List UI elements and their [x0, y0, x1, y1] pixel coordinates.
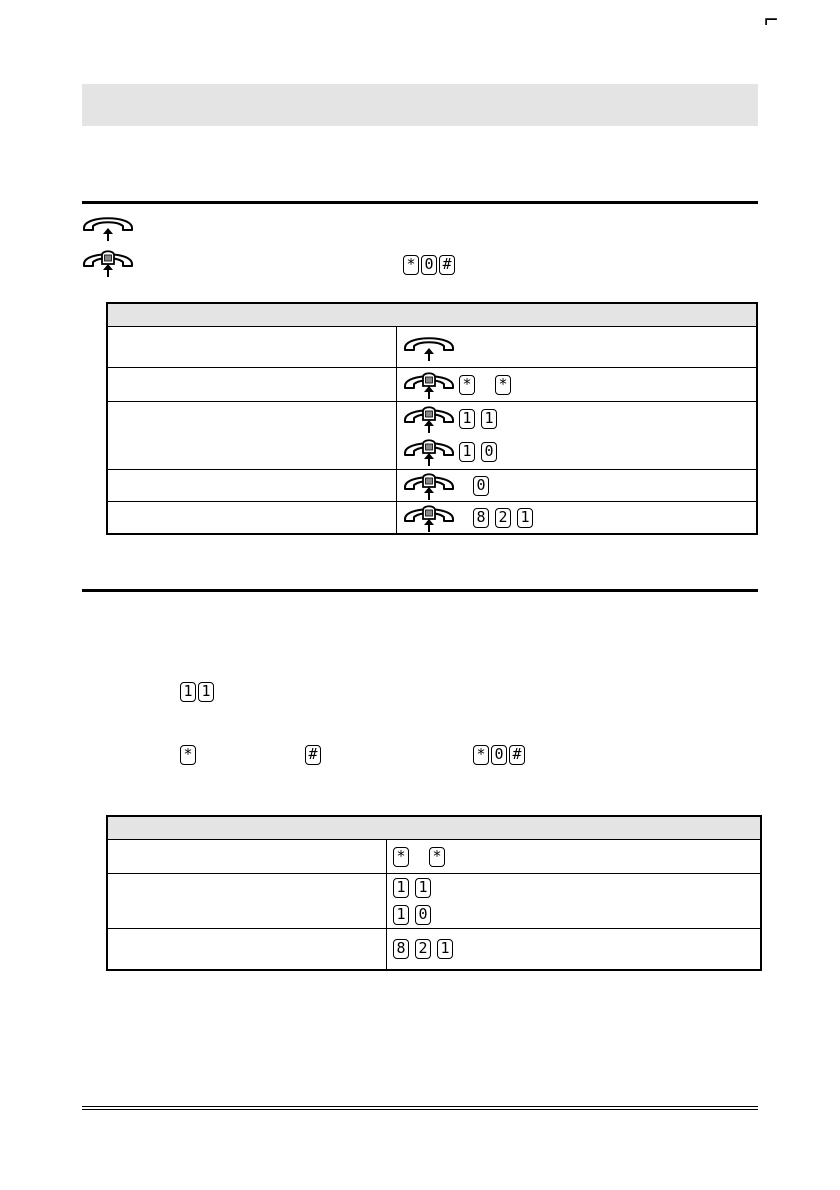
table-row [107, 327, 757, 368]
footer-rule-top [82, 1106, 758, 1107]
row-code-cell [397, 470, 758, 502]
mid-keys-line-1 [180, 682, 216, 702]
row-description-cell [107, 327, 397, 368]
key-1: 1 [180, 682, 196, 702]
key-0: 0 [473, 476, 489, 496]
row-description-cell [107, 502, 397, 535]
key-1: 1 [459, 442, 475, 462]
key-0: 0 [421, 255, 437, 275]
table1-header [107, 303, 757, 327]
row-description-cell [107, 929, 387, 971]
key-star: * [393, 847, 409, 867]
row-description-cell [107, 840, 387, 874]
key-1: 1 [459, 409, 475, 429]
row-code-cell [397, 368, 758, 402]
row-code-cell [397, 502, 758, 535]
key-2: 2 [415, 939, 431, 959]
row-description-cell [107, 874, 387, 929]
table2-header [107, 816, 761, 840]
mid-key-star [180, 745, 198, 765]
handset-lift-icon [403, 332, 455, 362]
section-rule-2 [82, 589, 758, 592]
table-row [107, 470, 757, 502]
row-code-cell [397, 402, 758, 470]
handset-hold-icon [82, 248, 134, 278]
table-row [107, 840, 761, 874]
key-star: * [495, 375, 511, 395]
row-code-cell [397, 327, 758, 368]
table-row [107, 929, 761, 971]
key-star: * [459, 375, 475, 395]
handset-hold-icon [403, 437, 455, 467]
key-2: 2 [495, 508, 511, 528]
row-code-cell [387, 874, 762, 929]
mid-key-hash [305, 745, 323, 765]
handset-hold-icon [403, 404, 455, 434]
key-1: 1 [393, 905, 409, 925]
handset-lift-icon [82, 212, 134, 242]
key-star: * [429, 847, 445, 867]
row-description-cell [107, 470, 397, 502]
table-row [107, 874, 761, 929]
key-1: 1 [415, 878, 431, 898]
key-1: 1 [437, 939, 453, 959]
handset-line-1 [82, 212, 134, 242]
page-number-mark: ⌐ [763, 6, 778, 33]
key-star: * [403, 255, 419, 275]
handset-line-2 [82, 248, 134, 278]
key-1: 1 [393, 878, 409, 898]
key-1: 1 [517, 508, 533, 528]
table-row [107, 368, 757, 402]
handset-hold-icon [403, 503, 455, 533]
key-0: 0 [481, 442, 497, 462]
top-key-sequence [403, 255, 457, 275]
section-title-band [82, 84, 758, 126]
table-row [107, 502, 757, 535]
key-1: 1 [198, 682, 214, 702]
row-description-cell [107, 368, 397, 402]
section-rule-1 [82, 201, 758, 204]
row-code-cell [387, 840, 762, 874]
key-8: 8 [393, 939, 409, 959]
row-code-cell [387, 929, 762, 971]
feature-code-table-1 [106, 302, 758, 535]
key-0: 0 [415, 905, 431, 925]
key-hash: # [305, 745, 321, 765]
key-star: * [473, 745, 489, 765]
key-star: * [180, 745, 196, 765]
table-row [107, 402, 757, 470]
mid-key-sequence [473, 745, 527, 765]
key-hash: # [509, 745, 525, 765]
key-8: 8 [473, 508, 489, 528]
key-1: 1 [481, 409, 497, 429]
key-0: 0 [491, 745, 507, 765]
footer-rule-bottom [82, 1109, 758, 1110]
feature-code-table-2 [106, 815, 762, 971]
row-description-cell [107, 402, 397, 470]
handset-hold-icon [403, 370, 455, 400]
handset-hold-icon [403, 471, 455, 501]
key-hash: # [439, 255, 455, 275]
